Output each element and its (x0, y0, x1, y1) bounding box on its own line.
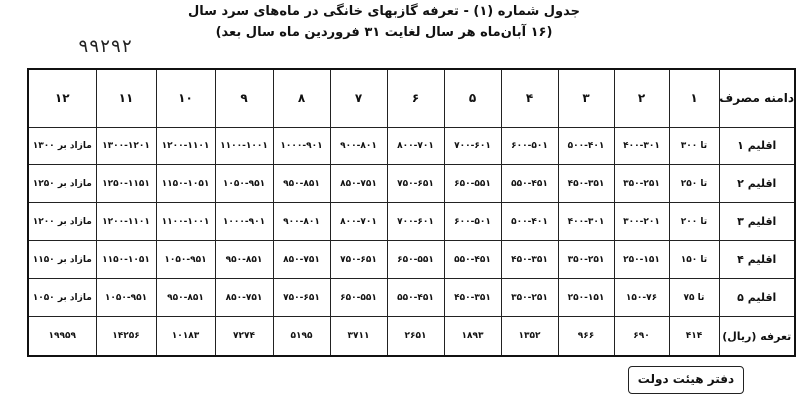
table-cell: ۲۶۵۱ (387, 317, 444, 356)
table-subtitle: (۱۶ آبان‌ماه هر سال لغایت ۳۱ فروردین ماه سال بعد) (215, 25, 553, 40)
row-header-cell: اقلیم ۱ (719, 127, 795, 165)
table-cell: ۱۸۹۳ (444, 317, 501, 356)
table-cell: ۷۵۰-۶۵۱ (273, 279, 330, 317)
table-cell: ۳۰۰-۲۰۱ (614, 203, 669, 241)
table-cell: ۴۵۰-۳۵۱ (558, 165, 614, 203)
table-row (28, 127, 795, 165)
table-cell: ۷۰۰-۶۰۱ (387, 203, 444, 241)
header-cell: ۱ (669, 69, 719, 127)
table-cell: ۵۵۰-۴۵۱ (501, 165, 558, 203)
header-cell: ۵ (444, 69, 501, 127)
table-cell: ۶۵۰-۵۵۱ (387, 241, 444, 279)
table-cell: ۱۰۱۸۳ (156, 317, 215, 356)
table-row (28, 279, 795, 317)
table-cell: ۶۵۰-۵۵۱ (444, 165, 501, 203)
table-cell: ۹۰۰-۸۰۱ (330, 127, 387, 165)
table-cell: ۱۰۵۰-۹۵۱ (215, 165, 273, 203)
table-cell: مازاد بر ۱۲۰۰ (28, 203, 96, 241)
table-cell: مازاد بر ۱۰۵۰ (28, 279, 96, 317)
table-cell: ۱۱۵۰-۱۰۵۱ (96, 241, 156, 279)
table-cell: ۴۵۰-۳۵۱ (501, 241, 558, 279)
header-cell: ۱۲ (28, 69, 96, 127)
table-cell: ۶۹۰ (614, 317, 669, 356)
header-cell: ۲ (614, 69, 669, 127)
table-cell: ۴۱۴ (669, 317, 719, 356)
table-cell: ۷۰۰-۶۰۱ (444, 127, 501, 165)
table-cell: ۱۳۰۰-۱۲۰۱ (96, 127, 156, 165)
table-cell: مازاد بر ۱۳۰۰ (28, 127, 96, 165)
table-cell: ۴۰۰-۳۰۱ (614, 127, 669, 165)
header-cell: ۴ (501, 69, 558, 127)
table-row (28, 241, 795, 279)
table-cell: ۹۵۰-۸۵۱ (156, 279, 215, 317)
header-cell: ۱۱ (96, 69, 156, 127)
table-cell: ۸۰۰-۷۰۱ (330, 203, 387, 241)
tariff-table (27, 68, 796, 357)
header-cell: ۳ (558, 69, 614, 127)
table-cell: ۱۰۵۰-۹۵۱ (96, 279, 156, 317)
table-title: جدول شماره (۱) - تعرفه گازبهای خانگی در ماه‌های سرد سال (187, 4, 581, 19)
table-cell: ۳۵۰-۲۵۱ (614, 165, 669, 203)
table-cell: ۱۳۵۲ (501, 317, 558, 356)
header-cell: ۷ (330, 69, 387, 127)
table-cell: ۶۰۰-۵۰۱ (444, 203, 501, 241)
table-cell: ۹۰۰-۸۰۱ (273, 203, 330, 241)
row-header-cell: اقلیم ۲ (719, 165, 795, 203)
table-row (28, 203, 795, 241)
row-header-cell: اقلیم ۴ (719, 241, 795, 279)
table-cell: ۱۲۵۰-۱۱۵۱ (96, 165, 156, 203)
table-cell: ۱۲۰۰-۱۱۰۱ (156, 127, 215, 165)
table-cell: تا ۷۵ (669, 279, 719, 317)
table-cell: ۵۵۰-۴۵۱ (444, 241, 501, 279)
table-cell: ۹۶۶ (558, 317, 614, 356)
row-header-cell: تعرفه (ریال) (719, 317, 795, 356)
table-cell: ۸۰۰-۷۰۱ (387, 127, 444, 165)
table-cell: ۸۵۰-۷۵۱ (273, 241, 330, 279)
table-cell: ۱۱۰۰-۱۰۰۱ (156, 203, 215, 241)
table-cell: ۶۵۰-۵۵۱ (330, 279, 387, 317)
table-cell: ۹۵۰-۸۵۱ (273, 165, 330, 203)
header-row (28, 69, 795, 127)
table-cell: ۲۵۰-۱۵۱ (558, 279, 614, 317)
table-cell: ۸۵۰-۷۵۱ (215, 279, 273, 317)
header-cell: ۹ (215, 69, 273, 127)
table-cell: ۵۰۰-۴۰۱ (558, 127, 614, 165)
table-cell: تا ۲۰۰ (669, 203, 719, 241)
table-cell: ۱۰۰۰-۹۰۱ (215, 203, 273, 241)
office-stamp: دفتر هیئت دولت (628, 366, 744, 394)
table-cell: مازاد بر ۱۱۵۰ (28, 241, 96, 279)
table-cell: ۱۵۰-۷۶ (614, 279, 669, 317)
document-number: ۹۹۲۹۲ (78, 36, 133, 57)
table-cell: تا ۳۰۰ (669, 127, 719, 165)
table-cell: ۱۲۰۰-۱۱۰۱ (96, 203, 156, 241)
table-cell: ۶۰۰-۵۰۱ (501, 127, 558, 165)
table-cell: ۸۵۰-۷۵۱ (330, 165, 387, 203)
table-cell: ۴۰۰-۳۰۱ (558, 203, 614, 241)
table-cell: ۳۷۱۱ (330, 317, 387, 356)
table-cell: ۱۱۵۰-۱۰۵۱ (156, 165, 215, 203)
table-cell: تا ۲۵۰ (669, 165, 719, 203)
table-cell: مازاد بر ۱۲۵۰ (28, 165, 96, 203)
table-cell: ۹۵۰-۸۵۱ (215, 241, 273, 279)
row-header-cell: اقلیم ۳ (719, 203, 795, 241)
table-cell: ۷۵۰-۶۵۱ (387, 165, 444, 203)
header-cell: ۸ (273, 69, 330, 127)
header-cell: دامنه مصرف (719, 69, 795, 127)
table-cell: ۱۰۰۰-۹۰۱ (273, 127, 330, 165)
table-cell: ۷۲۷۴ (215, 317, 273, 356)
table-cell: تا ۱۵۰ (669, 241, 719, 279)
table-cell: ۲۵۰-۱۵۱ (614, 241, 669, 279)
header-cell: ۱۰ (156, 69, 215, 127)
table-cell: ۵۱۹۵ (273, 317, 330, 356)
row-header-cell: اقلیم ۵ (719, 279, 795, 317)
table-cell: ۱۱۰۰-۱۰۰۱ (215, 127, 273, 165)
table-cell: ۷۵۰-۶۵۱ (330, 241, 387, 279)
tariff-row (28, 317, 795, 356)
table-cell: ۵۰۰-۴۰۱ (501, 203, 558, 241)
header-cell: ۶ (387, 69, 444, 127)
table-cell: ۱۴۲۵۶ (96, 317, 156, 356)
table-cell: ۴۵۰-۳۵۱ (444, 279, 501, 317)
table-row (28, 165, 795, 203)
table-cell: ۱۰۵۰-۹۵۱ (156, 241, 215, 279)
table-cell: ۱۹۹۵۹ (28, 317, 96, 356)
table-cell: ۵۵۰-۴۵۱ (387, 279, 444, 317)
table-cell: ۳۵۰-۲۵۱ (501, 279, 558, 317)
table-cell: ۳۵۰-۲۵۱ (558, 241, 614, 279)
